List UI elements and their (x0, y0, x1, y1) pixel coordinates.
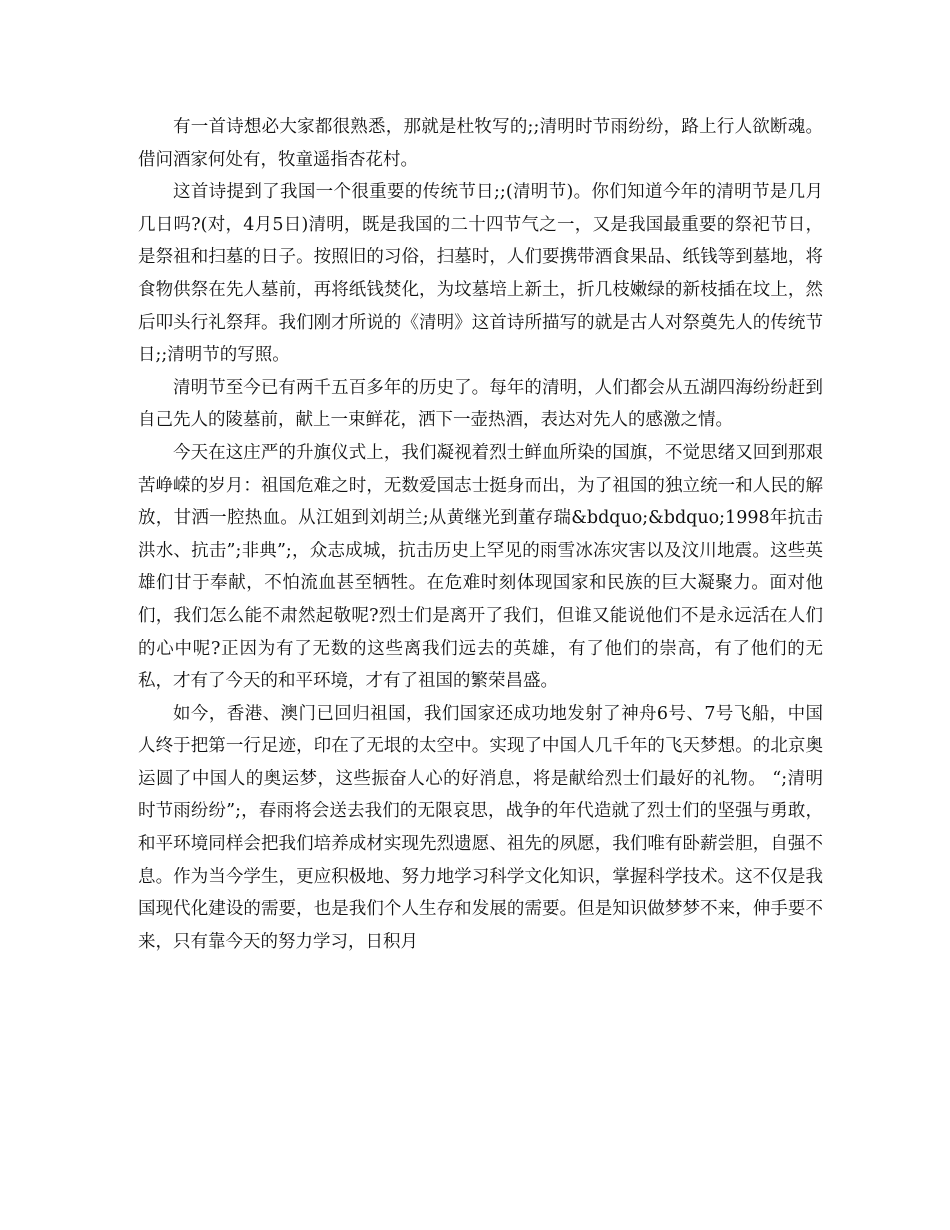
paragraph-3: 清明节至今已有两千五百多年的历史了。每年的清明，人们都会从五湖四海纷纷赶到自己先人的陵墓前，献上一束鲜花，洒下一壶热酒，表达对先人的感激之情。 (138, 377, 823, 431)
paragraph-1: 有一首诗想必大家都很熟悉，那就是杜牧写的;;清明时节雨纷纷，路上行人欲断魂。借问酒家何处有，牧童遥指杏花村。 (138, 117, 823, 170)
paragraph-5: 如今，香港、澳门已回归祖国，我们国家还成功地发射了神舟6号、7号飞船，中国人终于把第一行足迹，印在了无垠的太空中。实现了中国人几千年的飞天梦想。的北京奥运圆了中国人的奥运梦，这些振奋人心的好消息，将是献给烈士们最好的礼物。 “;清明时节雨纷纷”;，春雨将会送去我们的无限哀思，战争的年代造就了烈士们的坚强与勇敢，和平环境同样会把我们培养成材实现先烈遗愿、祖先的夙愿，我们唯有卧薪尝胆，自强不息。作为当今学生，更应积极地、努力地学习科学文化知识，掌握科学技术。这不仅是我国现代化建设的需要，也是我们个人生存和发展的需要。但是知识做梦梦不来，伸手要不来，只有靠今天的努力学习，日积月 (138, 703, 823, 952)
paragraph-2: 这首诗提到了我国一个很重要的传统节日;;(清明节)。你们知道今年的清明节是几月几日吗?(对，4月5日)清明，既是我国的二十四节气之一，又是我国最重要的祭祀节日，是祭祖和扫墓的日子。按照旧的习俗，扫墓时，人们要携带酒食果品、纸钱等到墓地，将食物供祭在先人墓前，再将纸钱焚化，为坟墓培上新土，折几枝嫩绿的新枝插在坟上，然后叩头行礼祭拜。我们刚才所说的《清明》这首诗所描写的就是古人对祭奠先人的传统节日;;清明节的写照。 (138, 182, 823, 366)
document-body (138, 111, 823, 958)
paragraph-4: 今天在这庄严的升旗仪式上，我们凝视着烈士鲜血所染的国旗，不觉思绪又回到那艰苦峥嵘的岁月：祖国危难之时，无数爱国志士挺身而出，为了祖国的独立统一和人民的解放，甘洒一腔热血。从江姐到刘胡兰;从黄继光到董存瑞&bdquo;&bdquo;1998年抗击洪水、抗击”;非典”;，众志成城，抗击历史上罕见的雨雪冰冻灾害以及汶川地震。这些英雄们甘于奉献，不怕流血甚至牺牲。在危难时刻体现国家和民族的巨大凝聚力。面对他们，我们怎么能不肃然起敬呢?烈士们是离开了我们，但谁又能说他们不是永远活在人们的心中呢?正因为有了无数的这些离我们远去的英雄，有了他们的崇高，有了他们的无私，才有了今天的和平环境，才有了祖国的繁荣昌盛。 (138, 442, 823, 692)
